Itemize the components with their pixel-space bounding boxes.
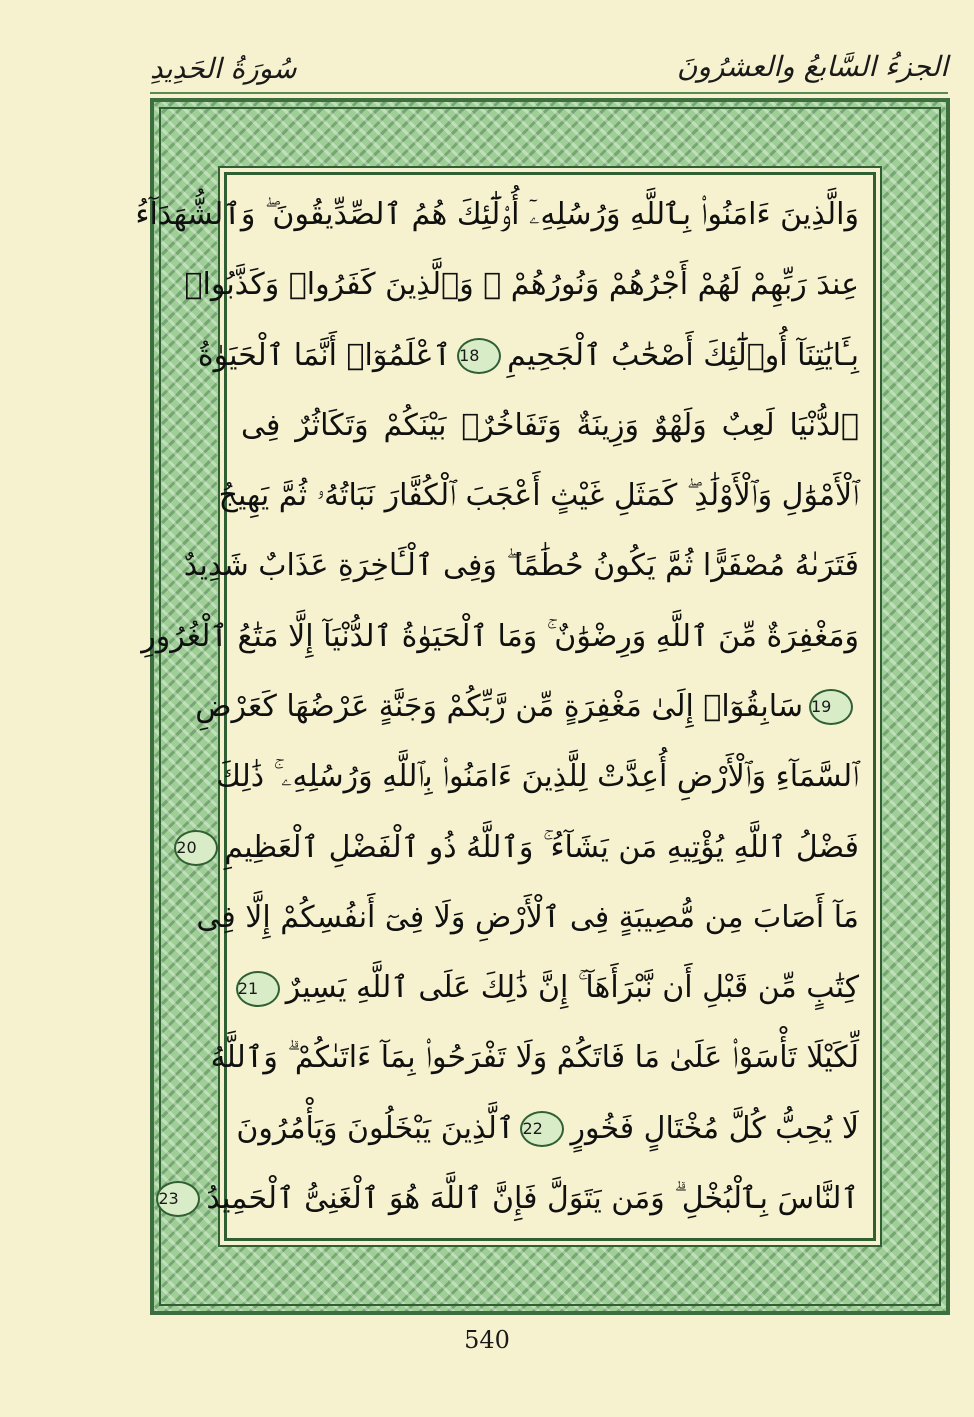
ayah-number-marker: 23 bbox=[156, 1181, 200, 1217]
text-line bbox=[184, 257, 859, 314]
text-line bbox=[241, 398, 859, 455]
page-header bbox=[150, 44, 948, 98]
verse-text: عِندَ رَبِّهِمْ لَهُمْ أَجْرُهُمْ وَنُورُهُمْ ۖ وَٱلَّذِينَ كَفَرُوا۟ وَكَذَّبُوا۟ bbox=[184, 267, 859, 303]
verse-text: سَابِقُوٓا۟ إِلَىٰ مَغْفِرَةٍ مِّن رَّبِّكُمْ وَجَنَّةٍ عَرْضُهَا كَعَرْضِ bbox=[195, 688, 803, 724]
text-line bbox=[210, 1030, 859, 1087]
ayah-number-marker: 18 bbox=[457, 338, 501, 374]
page-number: 540 bbox=[464, 1326, 510, 1354]
verse-text: مَآ أَصَابَ مِن مُّصِيبَةٍ فِى ٱلْأَرْضِ وَلَا فِىٓ أَنفُسِكُمْ إِلَّا فِى bbox=[196, 899, 859, 935]
verse-text: لَا يُحِبُّ كُلَّ مُخْتَالٍ فَخُورٍ bbox=[570, 1110, 859, 1146]
text-line bbox=[196, 890, 859, 947]
verse-text: وَمَغْفِرَةٌ مِّنَ ٱللَّهِ وَرِضْوَٰنٌ ۚ وَمَا ٱلْحَيَوٰةُ ٱلدُّنْيَآ إِلَّا مَتَٰعُ ٱلْغُرُورِ bbox=[141, 618, 859, 654]
verse-text: ٱلَّذِينَ يَبْخَلُونَ وَيَأْمُرُونَ bbox=[236, 1110, 515, 1146]
text-line bbox=[135, 187, 859, 244]
ayah-number-marker: 19 bbox=[809, 689, 853, 725]
text-line bbox=[218, 468, 859, 525]
juz-title: الجزءُ السَّابعُ والعشرُونَ bbox=[676, 50, 948, 83]
text-line bbox=[176, 820, 859, 877]
text-line bbox=[141, 609, 859, 666]
verse-text: فَتَرَىٰهُ مُصْفَرًّا ثُمَّ يَكُونُ حُطَٰمًا ۖ وَفِى ٱلْـَٔاخِرَةِ عَذَابٌ شَدِيدٌ bbox=[183, 548, 859, 584]
surah-title: سُورَةُ الحَدِيدِ bbox=[150, 52, 297, 85]
verse-text: فَضْلُ ٱللَّهِ يُؤْتِيهِ مَن يَشَآءُ ۚ وَٱللَّهُ ذُو ٱلْفَضْلِ ٱلْعَظِيمِ bbox=[224, 829, 859, 865]
ayah-number-marker: 20 bbox=[174, 830, 218, 866]
ayah-number-marker: 21 bbox=[236, 971, 280, 1007]
text-line bbox=[195, 679, 859, 736]
verse-text: لِّكَيْلَا تَأْسَوْا۟ عَلَىٰ مَا فَاتَكُمْ وَلَا تَفْرَحُوا۟ بِمَآ ءَاتَىٰكُمْ ۗ وَٱللَّهُ bbox=[210, 1040, 859, 1076]
verse-text: بِـَٔايَٰتِنَآ أُو۟لَٰٓئِكَ أَصْحَٰبُ ٱلْجَحِيمِ bbox=[507, 337, 859, 373]
verse-text: ٱلنَّاسَ بِٱلْبُخْلِ ۗ وَمَن يَتَوَلَّ فَإِنَّ ٱللَّهَ هُوَ ٱلْغَنِىُّ ٱلْحَمِيدُ bbox=[206, 1180, 859, 1216]
text-line bbox=[158, 1171, 859, 1228]
text-line bbox=[183, 538, 859, 595]
verse-text: ٱعْلَمُوٓا۟ أَنَّمَا ٱلْحَيَوٰةُ bbox=[197, 337, 452, 373]
header-divider bbox=[150, 92, 948, 94]
ayah-number-marker: 22 bbox=[520, 1111, 564, 1147]
verse-text: ٱلدُّنْيَا لَعِبٌ وَلَهْوٌ وَزِينَةٌ وَتَفَاخُرٌۢ بَيْنَكُمْ وَتَكَاثُرٌ فِى bbox=[241, 407, 859, 443]
text-line bbox=[197, 328, 859, 385]
text-panel bbox=[135, 172, 876, 1241]
text-line bbox=[236, 1101, 859, 1158]
ornamental-frame bbox=[135, 98, 950, 1315]
text-line bbox=[216, 749, 859, 806]
verse-text: ٱلْأَمْوَٰلِ وَٱلْأَوْلَٰدِ ۖ كَمَثَلِ غَيْثٍ أَعْجَبَ ٱلْكُفَّارَ نَبَاتُهُۥ ثُمَّ يَهِيجُ bbox=[218, 478, 859, 514]
text-line bbox=[237, 960, 859, 1017]
verse-text: ٱلسَّمَآءِ وَٱلْأَرْضِ أُعِدَّتْ لِلَّذِينَ ءَامَنُوا۟ بِٱللَّهِ وَرُسُلِهِۦ ۚ ذَٰلِكَ bbox=[216, 759, 859, 795]
verse-text: وَالَّذِينَ ءَامَنُوا۟ بِٱللَّهِ وَرُسُلِهِۦٓ أُو۟لَٰٓئِكَ هُمُ ٱلصِّدِّيقُونَ ۖ وَٱلشُّهَدَآءُ bbox=[135, 197, 859, 232]
quran-text bbox=[135, 187, 859, 1228]
verse-text: كِتَٰبٍ مِّن قَبْلِ أَن نَّبْرَأَهَآ ۚ إِنَّ ذَٰلِكَ عَلَى ٱللَّهِ يَسِيرٌ bbox=[285, 970, 859, 1006]
